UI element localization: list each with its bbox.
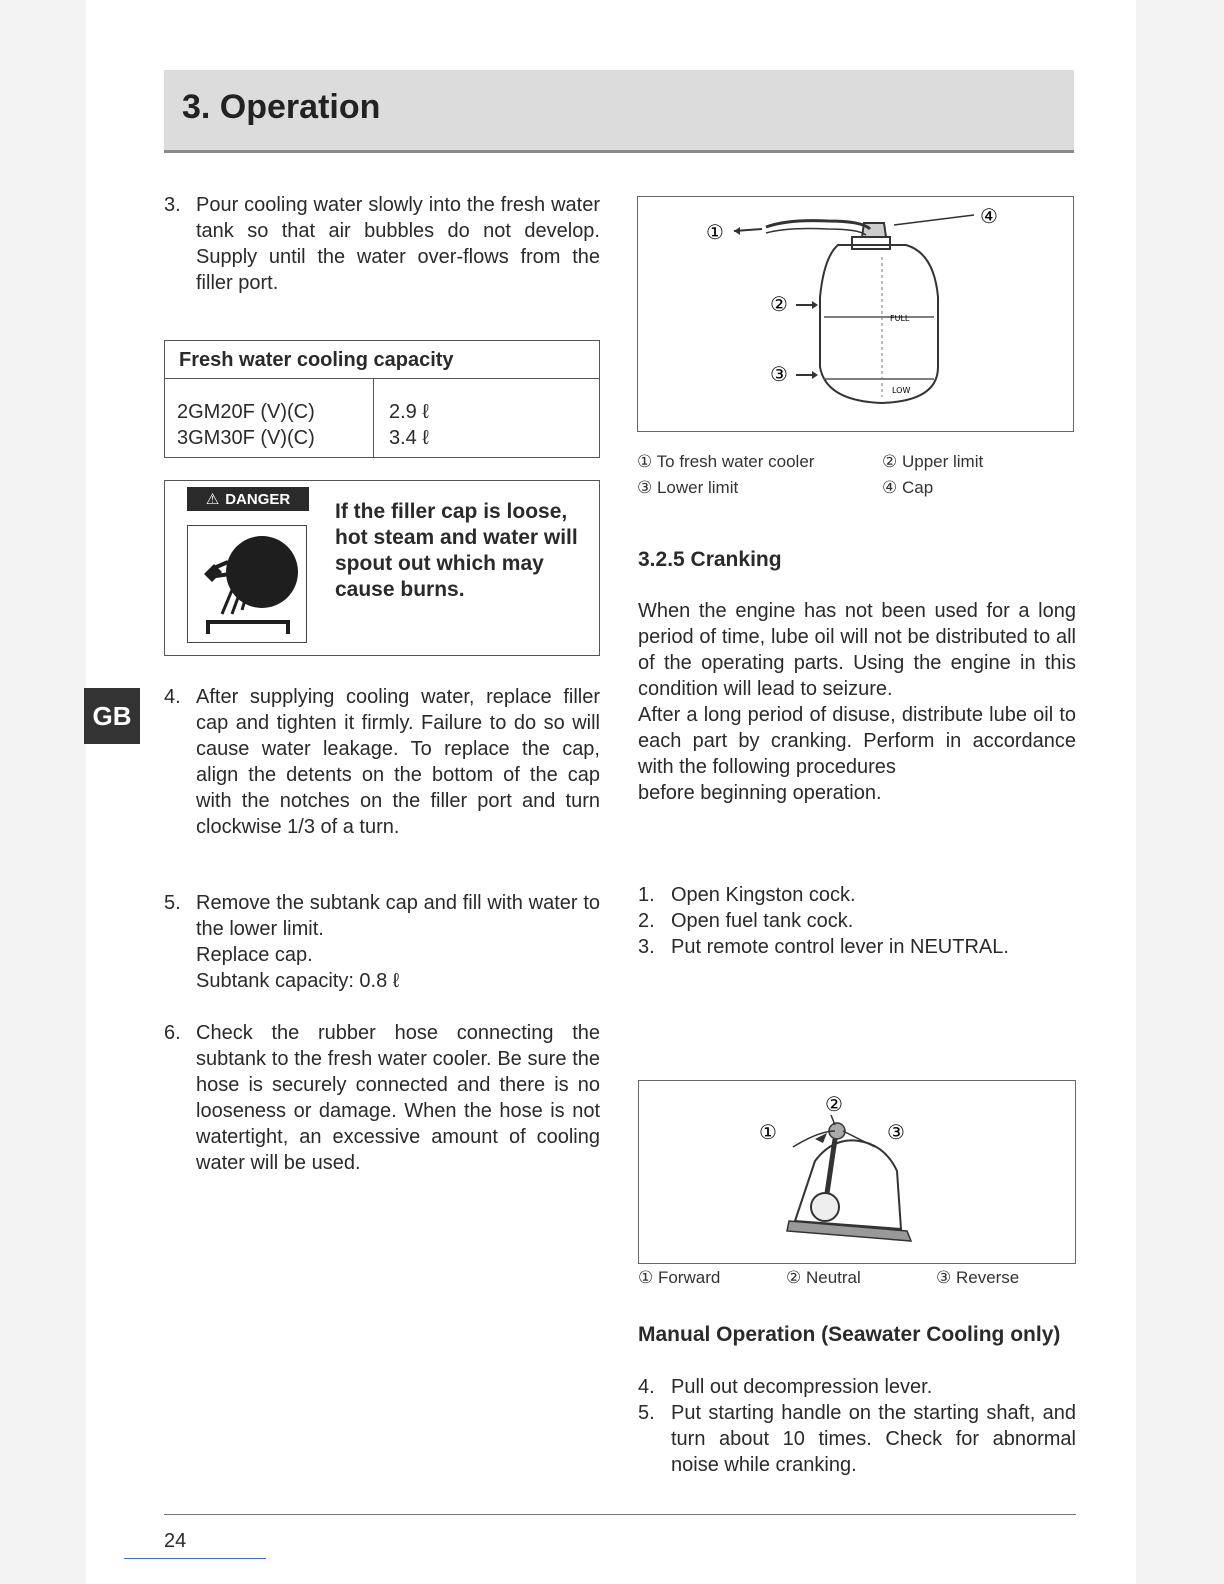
manual-step [638, 1400, 1076, 1478]
cranking-step [638, 934, 1076, 960]
step-text: Open fuel tank cock. [671, 910, 854, 932]
danger-label-text: DANGER [225, 490, 291, 508]
table-cell-value: 2.9 ℓ [389, 401, 429, 423]
step-text: Put remote control lever in NEUTRAL. [671, 936, 1009, 958]
figure-caption: ① To fresh water cooler [637, 452, 815, 471]
section-heading-manual: Manual Operation (Seawater Cooling only) [638, 1323, 1061, 1346]
step-5 [164, 890, 600, 994]
control-lever-figure [638, 1080, 1076, 1264]
table-cell-value: 3.4 ℓ [389, 427, 429, 449]
table-cell-model: 3GM30F (V)(C) [177, 427, 315, 449]
step-number: 4. [638, 1376, 655, 1398]
cranking-step [638, 882, 1076, 908]
paragraph-text: before beginning operation. [638, 782, 882, 804]
danger-text: If the filler cap is loose, hot steam and water will spout out which may cause burns. [335, 500, 578, 601]
marker-2: ② [770, 292, 788, 316]
section-heading-cranking: 3.2.5 Cranking [638, 548, 782, 571]
marker-neutral: ② [825, 1092, 843, 1116]
cranking-paragraph [638, 598, 1076, 806]
manual-step [638, 1374, 1076, 1400]
full-label: FULL [890, 314, 910, 323]
language-tab: GB [84, 688, 140, 744]
step-line: Replace cap. [196, 944, 313, 966]
step-text: Open Kingston cock. [671, 884, 856, 906]
step-number: 3. [638, 936, 655, 958]
footer-divider [164, 1514, 1076, 1515]
step-text [196, 890, 600, 994]
figure-caption: ④ Cap [882, 478, 934, 497]
figure-caption: ① Forward [638, 1268, 721, 1287]
step-6 [164, 1020, 600, 1176]
paragraph-text: After a long period of disuse, distribute lube oil to each part by cranking. Perform in accordance with the following procedures [638, 704, 1076, 778]
danger-badge [187, 487, 309, 511]
table-header: Fresh water cooling capacity [165, 341, 599, 379]
figure-caption: ② Upper limit [882, 452, 984, 471]
low-label: LOW [892, 386, 911, 395]
step-text: After supplying cooling water, replace filler cap and tighten it firmly. Failure to do so will cause water leakage. To replace the cap, align the detents on the bottom of the cap with the notches on the filler port and turn clockwise 1/3 of a turn. [196, 686, 600, 838]
step-text: Put starting handle on the starting shaft, and turn about 10 times. Check for abnormal noise while cranking. [671, 1402, 1076, 1476]
figure-caption: ② Neutral [786, 1268, 861, 1287]
hot-steam-pictogram [187, 525, 307, 643]
page-title: 3. Operation [182, 88, 381, 126]
step-number: 2. [638, 910, 655, 932]
marker-1: ① [706, 220, 724, 244]
step-text: Check the rubber hose connecting the subtank to the fresh water cooler. Be sure the hose is securely connected and there is no looseness or damage. When the hose is not watertight, an excessive amount of cooling water will be used. [196, 1022, 600, 1174]
step-number: 4. [164, 686, 181, 708]
warning-icon: ⚠ [205, 491, 220, 508]
figure-caption: ③ Lower limit [637, 478, 739, 497]
paragraph-text: When the engine has not been used for a long period of time, lube oil will not be distributed to all of the operating parts. Using the engine in this condition will lead to seizure. [638, 600, 1076, 700]
subtank-figure [637, 196, 1074, 432]
danger-notice [164, 480, 600, 656]
page-number: 24 [164, 1530, 187, 1552]
footer-accent-line [124, 1558, 266, 1559]
step-number: 1. [638, 884, 655, 906]
section-header [164, 70, 1074, 153]
capacity-table [164, 340, 600, 458]
step-text: Pour cooling water slowly into the fresh water tank so that air bubbles do not develop. Supply until the water over-flows from the filler port. [196, 194, 600, 294]
step-text: Pull out decompression lever. [671, 1376, 933, 1398]
step-number: 3. [164, 194, 181, 216]
cranking-step [638, 908, 1076, 934]
step-number: 5. [638, 1402, 655, 1424]
table-cell-model: 2GM20F (V)(C) [177, 401, 315, 423]
marker-4: ④ [980, 204, 998, 228]
step-number: 6. [164, 1022, 181, 1044]
step-line: Remove the subtank cap and fill with water to the lower limit. [196, 892, 600, 940]
figure-caption: ③ Reverse [936, 1268, 1020, 1287]
step-number: 5. [164, 892, 181, 914]
marker-reverse: ③ [887, 1120, 905, 1144]
step-4 [164, 684, 600, 840]
marker-forward: ① [759, 1120, 777, 1144]
marker-3: ③ [770, 362, 788, 386]
step-line: Subtank capacity: 0.8 ℓ [196, 970, 400, 992]
step-3 [164, 192, 600, 296]
